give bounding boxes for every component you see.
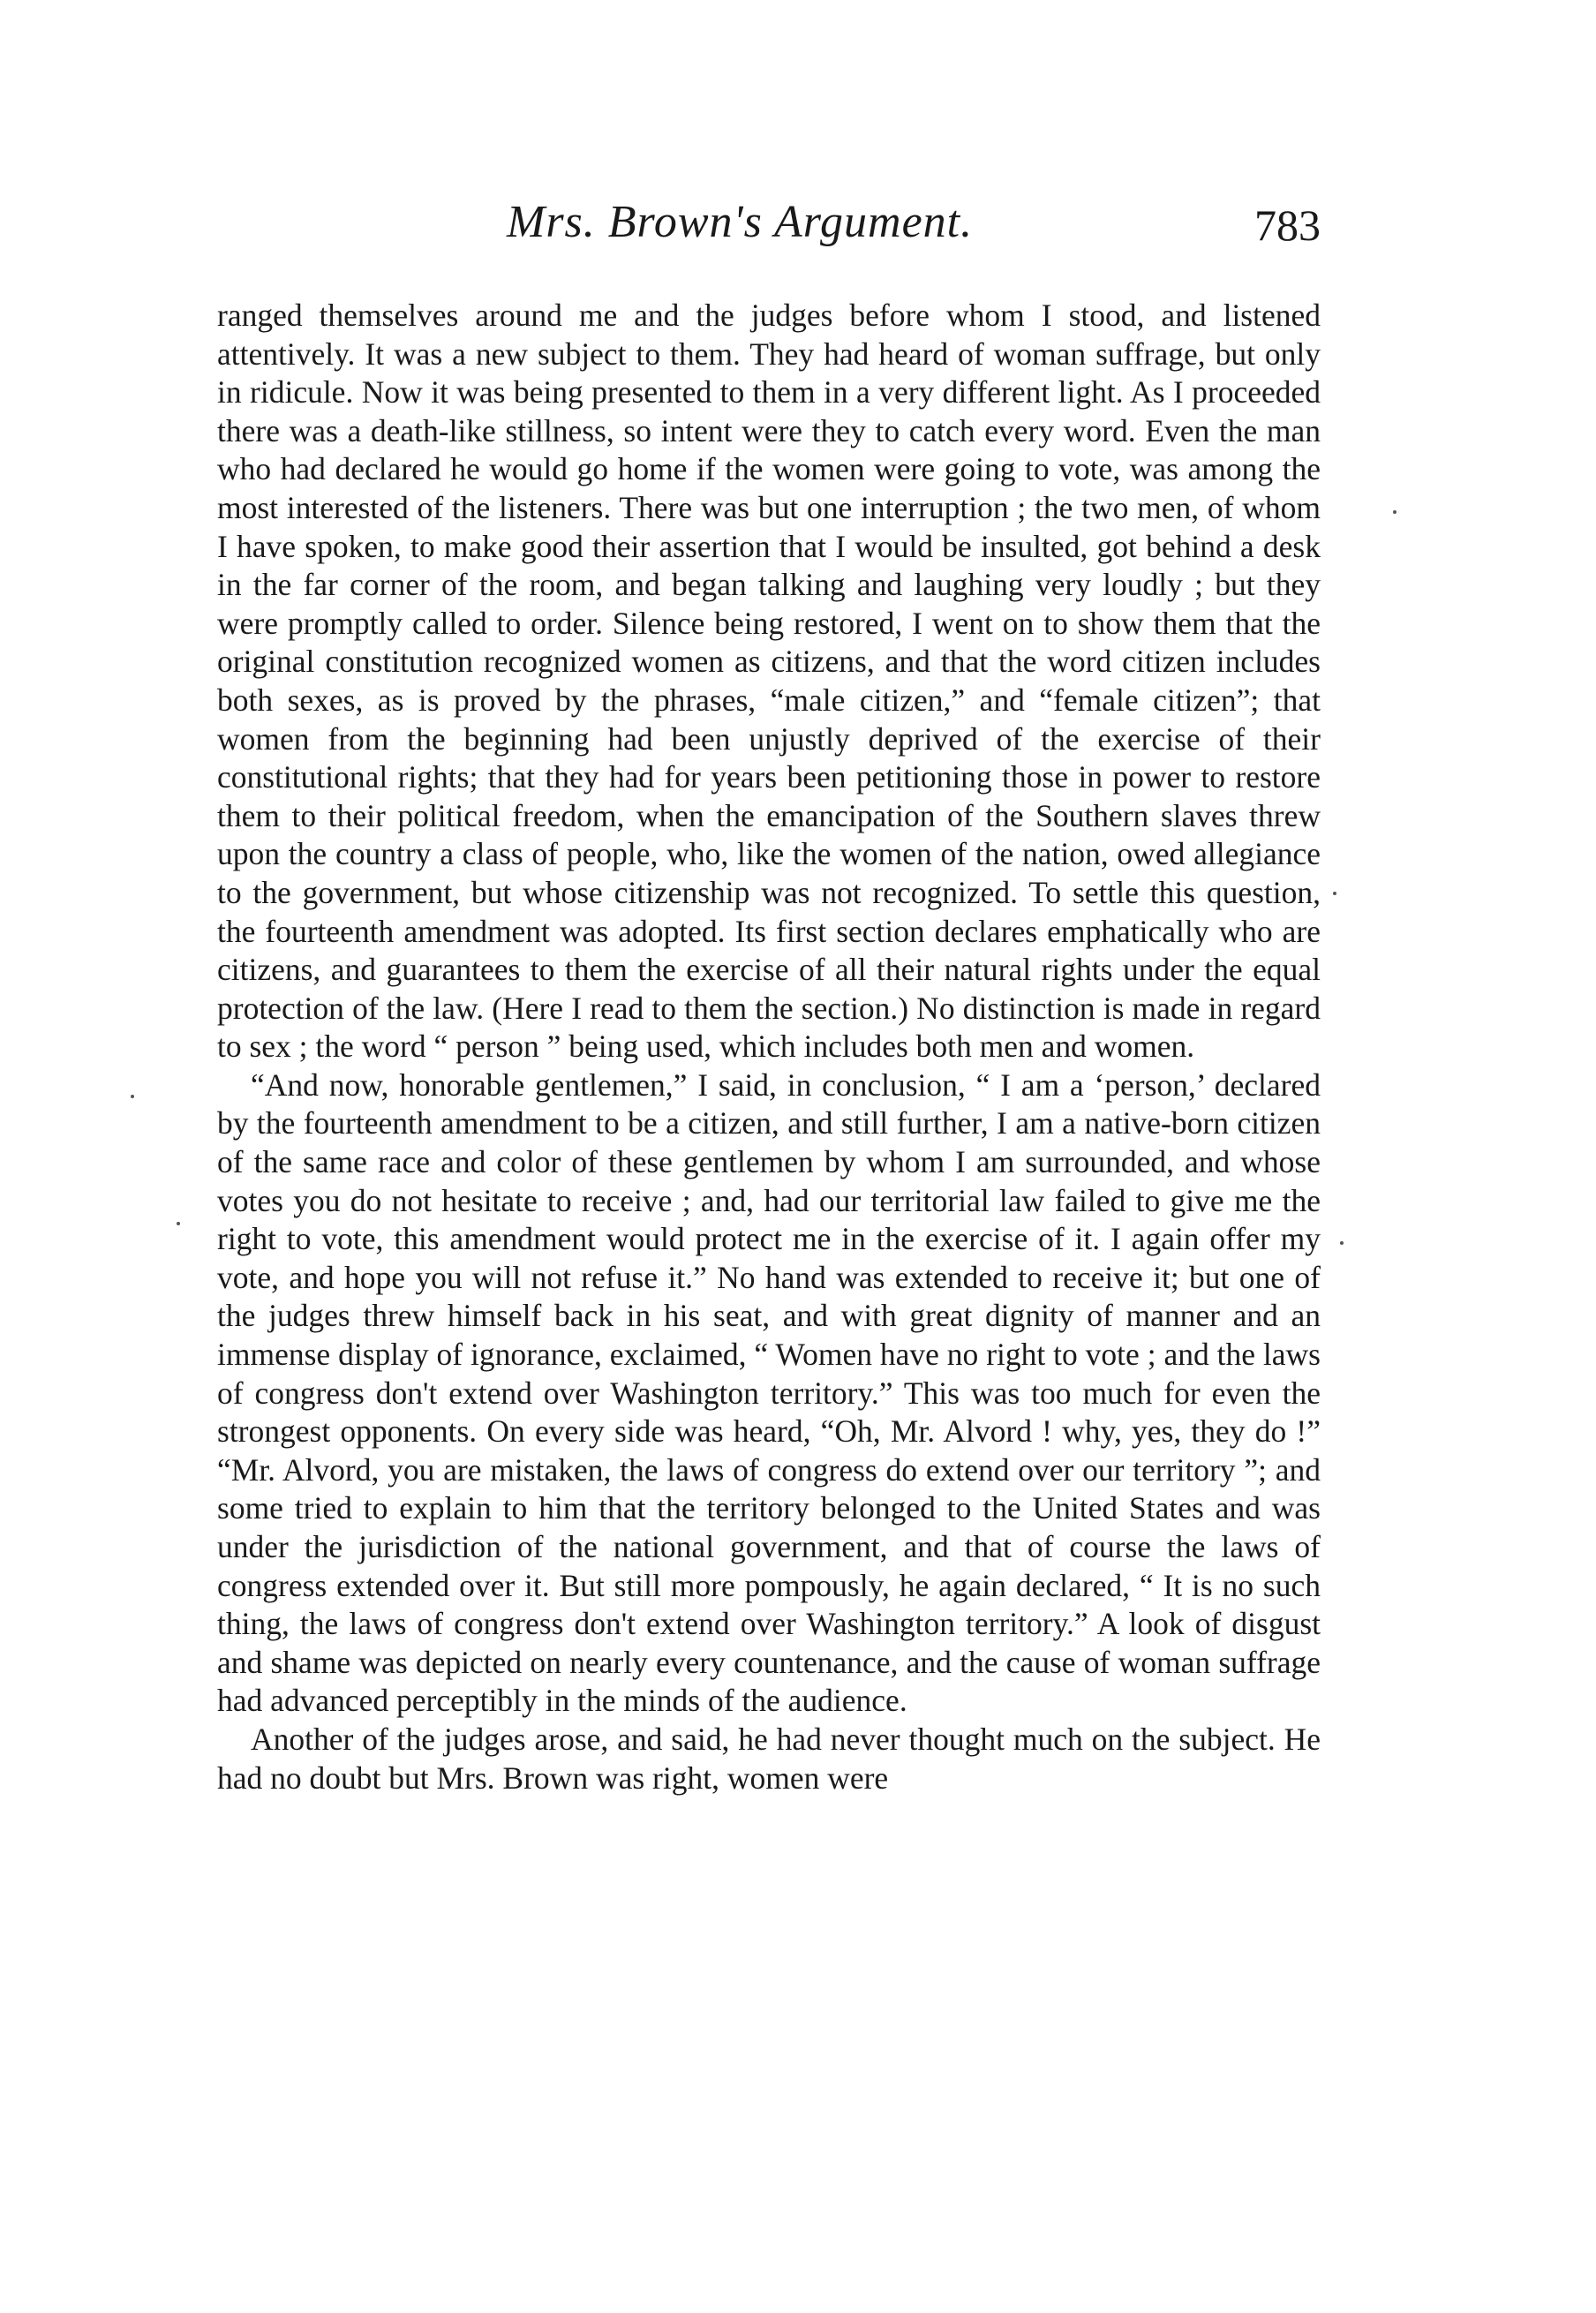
paragraph-3: Another of the judges arose, and said, he had never thought much on the subject. He had no doubt but Mrs. Brown was right, women were	[217, 1721, 1321, 1796]
scan-speck	[1333, 892, 1336, 895]
scan-speck	[177, 1222, 180, 1225]
page-number: 783	[1254, 200, 1321, 250]
paragraph-2: “And now, honorable gentlemen,” I said, in conclusion, “ I am a ‘person,’ declared by the fourteenth amendment to be a citizen, and still further, I am a native-born citizen of the same race and color of these gentlemen by whom I am surrounded, and whose votes you do not hesitate to receive ; and, had our territorial law failed to give me the right to vote, this amendment would protect me in the exercise of it. I again offer my vote, and hope you will not refuse it.” No hand was extended to receive it; but one of the judges threw himself back in his seat, and with great dignity of manner and an immense display of ignorance, exclaimed, “ Women have no right to vote ; and the laws of congress don't extend over Washington territory.” This was too much for even the strongest opponents. On every side was heard, “Oh, Mr. Alvord ! why, yes, they do !” “Mr. Alvord, you are mistaken, the laws of congress do extend over our territory ”; and some tried to explain to him that the territory belonged to the United States and was under the jurisdiction of the national government, and that of course the laws of congress extended over it. But still more pompously, he again declared, “ It is no such thing, the laws of congress don't extend over Washington territory.” A look of disgust and shame was depicted on nearly every countenance, and the cause of woman suffrage had advanced perceptibly in the minds of the audience.	[217, 1066, 1321, 1719]
scan-speck	[1340, 1241, 1344, 1245]
running-title: Mrs. Brown's Argument.	[507, 197, 974, 247]
scan-speck	[131, 1095, 134, 1098]
paragraph-1: ranged themselves around me and the judges before whom I stood, and listened attentively. It was a new subject to them. They had heard of woman suffrage, but only in ridicule. Now it was being presented to them in a very different light. As I proceeded there was a death-like stillness, so intent were they to catch every word. Even the man who had declared he would go home if the women were going to vote, was among the most interested of the listeners. There was but one interruption ; the two men, of whom I have spoken, to make good their assertion that I would be insulted, got behind a desk in the far corner of the room, and began talking and laughing very loudly ; but they were promptly called to order. Silence being restored, I went on to show them that the original constitution recognized women as citizens, and that the word citizen includes both sexes, as is proved by the phrases, “male citizen,” and “female citizen”; that women from the beginning had been unjustly deprived of the exercise of their constitutional rights; that they had for years been petitioning those in power to restore them to their political freedom, when the emancipation of the Southern slaves threw upon the country a class of people, who, like the women of the nation, owed allegiance to the government, but whose citizenship was not recognized. To settle this question, the fourteenth amendment was adopted. Its first section declares emphatically who are citizens, and guarantees to them the exercise of all their natural rights under the equal protection of the law. (Here I read to them the section.) No distinction is made in regard to sex ; the word “ person ” being used, which includes both men and women.	[217, 298, 1321, 1065]
scan-speck	[1393, 510, 1396, 514]
body-text	[217, 297, 1321, 1797]
running-head	[217, 196, 1321, 267]
